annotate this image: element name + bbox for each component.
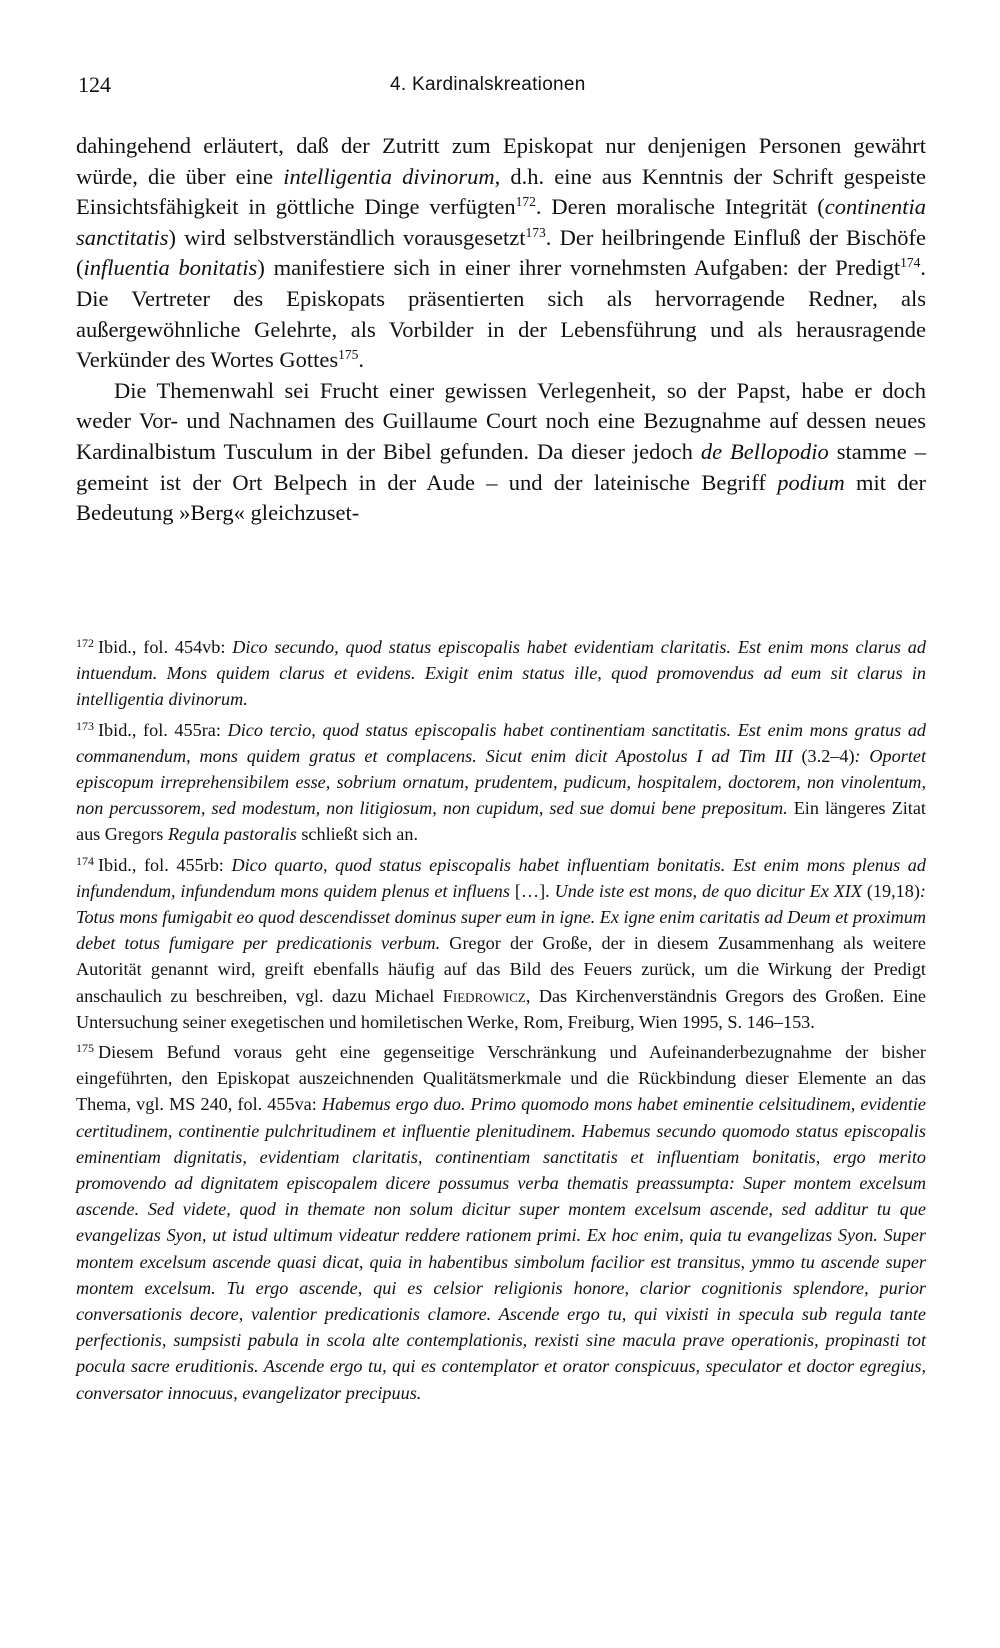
running-head: 4. Kardinalskreationen xyxy=(390,74,586,95)
footnote-172: $^{172}$ Ibid., fol. 454vb: Dico secundo, quod status episcopalis habet evidentiam claritatis. Est enim mons clarus ad intuendum. Mons quidem clarus et evidens. Exigit enim status ille, quod promovendus ad eum sit clarus in intelligentia divinorum. xyxy=(76,636,926,710)
footnote-175: $^{175}$ Diesem Befund voraus geht eine gegenseitige Verschränkung und Aufeinanderbezugnahme der bisher eingeführten, den Episkopat auszeichnenden Qualitätsmerkmale und die Rückbindung dieser Elemente an das Thema, vgl. MS 240, fol. 455va: Habemus ergo duo. Primo quomodo mons habet eminentie celsitudinem, evidentie certitudinem, continentie pulchritudinem et influentie plenitudinem. Habemus secundo quomodo status episcopalis eminentiam dignitatis, evidentiam claritatis, continentiam sanctitatis et influentiam bonitatis, ergo merito promovendo ad dignitatem episcopalem dicere possumus verba thematis preassumpta: Super montem excelsum ascende. Sed videte, quod in themate non solum dicitur super montem excelsum ascende, sed additur tu que evangelizas Syon, ut istud ultimum videatur reddere rationem primi. Ex hoc enim, quia tu evangelizas Syon. Super montem excelsum ascende quasi dicat, quia in habentibus simbolum facilior est transitus, ymmo tu ascende super montem excelsum. Tu ergo ascende, qui es celsior religionis honore, clarior cognitionis splendore, purior conversationis decore, valentior predicationis clamore. Ascende ergo tu, qui vixisti in specula sub regula tante perfectionis, sumpsisti pabula in scola alte contemplationis, rexisti sine macula prave operationis, propinasti tot pocula sacre eruditionis. Ascende ergo tu, qui es contemplator et orator conspicuus, speculator et doctor egregius, conversator innocuus, evangelizator precipuus. xyxy=(76,1041,927,1403)
page-number: 124 xyxy=(78,72,111,97)
paragraph-1: dahingehend erläutert, daß der Zutritt zum Episkopat nur denjenigen Personen gewährt würde, die über eine intelligentia divinorum, d.h. eine aus Kenntnis der Schrift gespeiste Einsichtsfähigkeit in göttliche Dinge verfügten$^{172}$. Deren moralische Integrität (continentia sanctitatis) wird selbstverständlich vorausgesetzt$^{173}$. Der heilbringende Einfluß der Bischöfe (influentia bonitatis) manifestiere sich in einer ihrer vornehmsten Aufgaben: der Predigt$^{174}$. Die Vertreter des Episkopats präsentierten sich als hervorragende Redner, als außergewöhnliche Gelehrte, als Vorbilder in der Lebensführung und als herausragende Verkünder des Wortes Gottes$^{175}$. xyxy=(76,133,927,373)
footnote-number: 173 xyxy=(76,718,94,733)
footnote-number: 175 xyxy=(76,1041,94,1056)
page-header xyxy=(78,72,926,102)
footnotes xyxy=(76,630,926,1406)
footnote-ref-173[interactable]: 173 xyxy=(525,224,546,240)
main-text xyxy=(76,131,926,529)
author-name: Fiedrowicz xyxy=(442,985,526,1006)
footnote-174: $^{174}$ Ibid., fol. 455rb: Dico quarto, quod status episcopalis habet influentiam bonitatis. Est enim mons plenus ad infundendum, infundendum mons quidem plenus et influens […]. Unde iste est mons, de quo dicitur Ex XIX (19,18): Totus mons fumigabit eo quod descendisset dominus super eum in igne. Ex igne enim caritatis ad Deum et proximum debet totus fumigare per predicationis verbum. Gregor der Große, der in diesem Zusammenhang als weitere Autorität genannt wird, greift ebenfalls häufig auf das Bild des Feuers zurück, um die Wirkung der Predigt anschaulich zu beschreiben, vgl. dazu Michael Fiedrowicz, Das Kirchenverständnis Gregors des Großen. Eine Untersuchung seiner exegetischen und homiletischen Werke, Rom, Freiburg, Wien 1995, S. 146–153. xyxy=(76,853,927,1032)
footnote-173: $^{173}$ Ibid., fol. 455ra: Dico tercio, quod status episcopalis habet continentiam sanctitatis. Est enim mons gratus ad commanendum, mons quidem gratus et complacens. Sicut enim dicit Apostolus I ad Tim III (3.2–4): Oportet episcopum irreprehensibilem esse, sobrium ornatum, prudentem, pudicum, hospitalem, doctorem, non vinolentum, non percussorem, sed modestum, non litigiosum, non cupidum, sed sue domui bene prepositum. Ein längeres Zitat aus Gregors Regula pastoralis schließt sich an. xyxy=(76,718,927,845)
paragraph-2: Die Themenwahl sei Frucht einer gewissen Verlegenheit, so der Papst, habe er doch weder Vor- und Nachnamen des Guillaume Court noch eine Bezugnahme auf dessen neues Kardinalbistum Tusculum in der Bibel gefunden. Da dieser jedoch de Bellopodio stamme – gemeint ist der Ort Belpech in der Aude – und der lateinische Begriff podium mit der Bedeutung »Berg« gleichzuset- xyxy=(76,377,927,526)
footnote-ref-174[interactable]: 174 xyxy=(900,255,921,271)
footnote-number: 174 xyxy=(76,853,94,868)
footnote-number: 172 xyxy=(76,636,94,650)
footnote-ref-172[interactable]: 172 xyxy=(515,194,536,210)
footnote-ref-175[interactable]: 175 xyxy=(338,347,359,363)
